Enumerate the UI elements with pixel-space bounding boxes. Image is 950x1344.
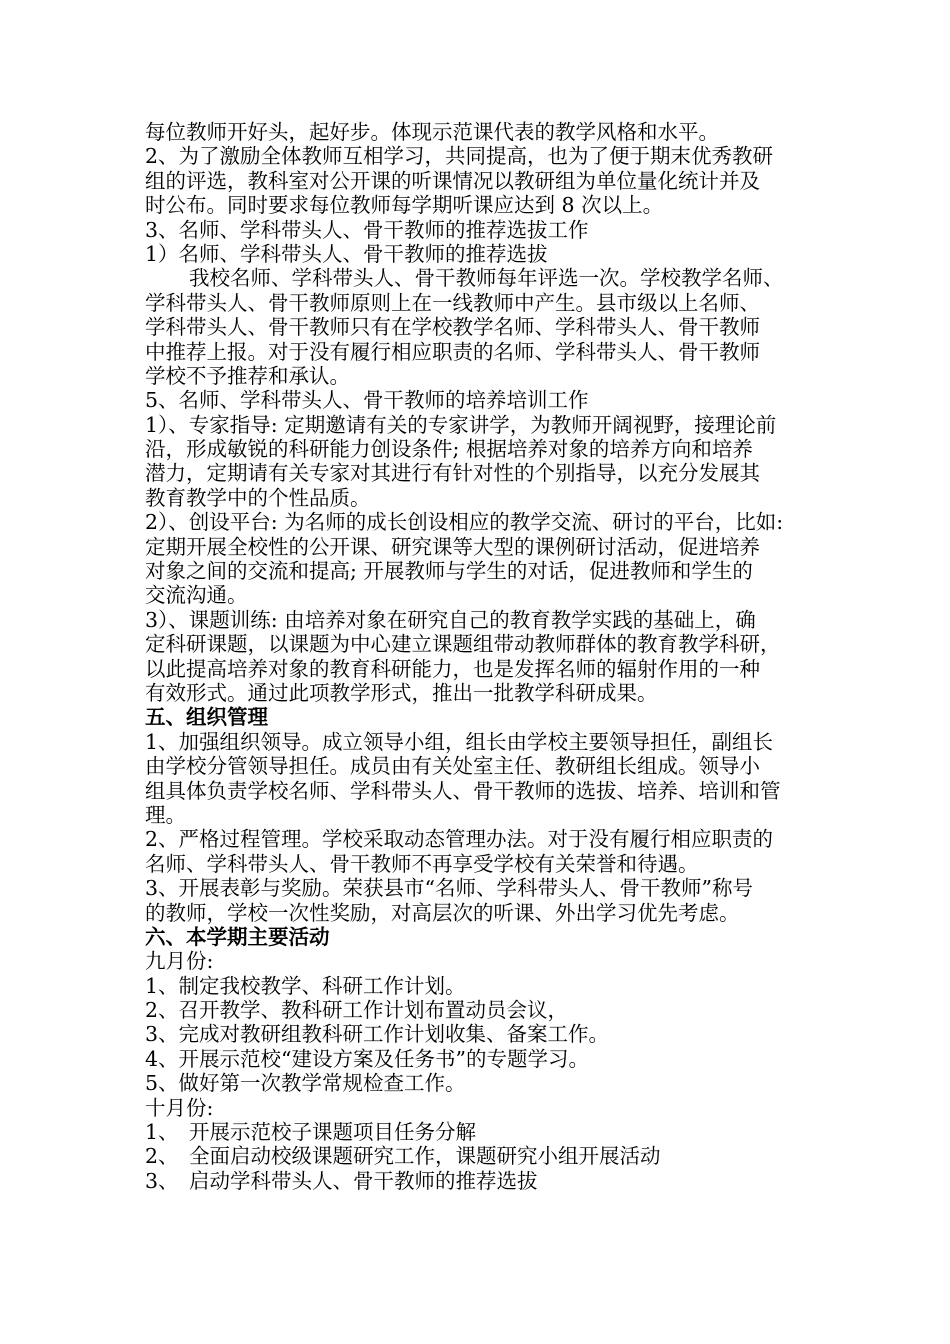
text-line: 定科研课题，以课题为中心建立课题组带动教师群体的教育教学科研， <box>145 632 781 657</box>
text-line: 每位教师开好头，起好步。体现示范课代表的教学风格和水平。 <box>145 120 719 144</box>
list-item: 4、开展示范校“建设方案及任务书”的专题学习。 <box>145 1046 590 1071</box>
text-line: 学校不予推荐和承认。 <box>145 363 350 388</box>
text-line: 由学校分管领导担任。成员由有关处室主任、教研组长组成。领导小 <box>145 754 760 779</box>
text-line: 中推荐上报。对于没有履行相应职责的名师、学科带头人、骨干教师 <box>145 339 760 364</box>
list-item-number: 1、 <box>145 1120 179 1145</box>
text-line: 2、为了激励全体教师互相学习，共同提高，也为了便于期末优秀教研 <box>145 144 774 169</box>
list-item: 2、召开教学、教科研工作计划布置动员会议， <box>145 998 569 1023</box>
text-line: 定期开展全校性的公开课、研究课等大型的课例研讨活动，促进培养 <box>145 534 760 559</box>
text-line: 有效形式。通过此项教学形式，推出一批教学科研成果。 <box>145 680 658 705</box>
month-label: 十月份: <box>145 1095 214 1120</box>
text-line: 的教师，学校一次性奖励，对高层次的听课、外出学习优先考虑。 <box>145 900 740 925</box>
list-item-text: 启动学科带头人、骨干教师的推荐选拔 <box>189 1168 538 1193</box>
text-line: 3、名师、学科带头人、骨干教师的推荐选拔工作 <box>145 217 589 242</box>
text-line: 2）、创设平台: 为名师的成长创设相应的教学交流、研讨的平台，比如: <box>145 510 784 535</box>
month-label: 九月份: <box>145 949 214 974</box>
text-line: 时公布。同时要求每位教师每学期听课应达到 8 次以上。 <box>145 193 664 218</box>
text-line: 名师、学科带头人、骨干教师不再享受学校有关荣誉和待遇。 <box>145 851 699 876</box>
list-item: 1、制定我校教学、科研工作计划。 <box>145 973 466 998</box>
text-line: 学科带头人、骨干教师原则上在一线教师中产生。县市级以上名师、 <box>145 290 760 315</box>
text-line: 5、名师、学科带头人、骨干教师的培养培训工作 <box>145 388 589 413</box>
list-item <box>145 1144 815 1168</box>
text-line: 2、严格过程管理。学校采取动态管理办法。对于没有履行相应职责的 <box>145 827 774 852</box>
text-line: 学科带头人、骨干教师只有在学校教学名师、学科带头人、骨干教师 <box>145 315 760 340</box>
text-line: 3、开展表彰与奖励。荣获县市“名师、学科带头人、骨干教师”称号 <box>145 876 754 901</box>
section-heading: 六、本学期主要活动 <box>145 924 330 949</box>
text-line: 1）名师、学科带头人、骨干教师的推荐选拔 <box>145 241 548 266</box>
list-item-text: 全面启动校级课题研究工作，课题研究小组开展活动 <box>189 1144 661 1169</box>
text-line: 以此提高培养对象的教育科研能力，也是发挥名师的辐射作用的一种 <box>145 656 760 681</box>
list-item-number: 3、 <box>145 1168 179 1193</box>
text-line: 教育教学中的个性品质。 <box>145 485 371 510</box>
text-line: 潜力，定期请有关专家对其进行有针对性的个别指导，以充分发展其 <box>145 461 760 486</box>
document-page <box>145 120 815 1193</box>
list-item <box>145 1120 815 1144</box>
section-heading: 五、组织管理 <box>145 705 268 730</box>
list-item-text: 开展示范校子课题项目任务分解 <box>189 1120 476 1145</box>
text-line: 3）、课题训练: 由培养对象在研究自己的教育教学实践的基础上，确 <box>145 607 756 632</box>
text-line: 1）、专家指导: 定期邀请有关的专家讲学，为教师开阔视野，接理论前 <box>145 412 777 437</box>
list-item <box>145 1169 815 1193</box>
text-line: 对象之间的交流和提高; 开展教师与学生的对话，促进教师和学生的 <box>145 559 753 584</box>
text-line: 交流沟通。 <box>145 583 248 608</box>
text-line: 我校名师、学科带头人、骨干教师每年评选一次。学校教学名师、 <box>189 266 784 291</box>
text-line: 组的评选，教科室对公开课的听课情况以教研组为单位量化统计并及 <box>145 168 760 193</box>
list-item: 5、做好第一次教学常规检查工作。 <box>145 1071 466 1096</box>
text-line: 沿，形成敏锐的科研能力创设条件; 根据培养对象的培养方向和培养 <box>145 437 753 462</box>
list-item: 3、完成对教研组教科研工作计划收集、备案工作。 <box>145 1022 610 1047</box>
text-line: 1、加强组织领导。成立领导小组，组长由学校主要领导担任，副组长 <box>145 729 774 754</box>
text-line: 组具体负责学校名师、学科带头人、骨干教师的选拔、培养、培训和管 <box>145 778 781 803</box>
list-item-number: 2、 <box>145 1144 179 1169</box>
text-line: 理。 <box>145 802 186 827</box>
